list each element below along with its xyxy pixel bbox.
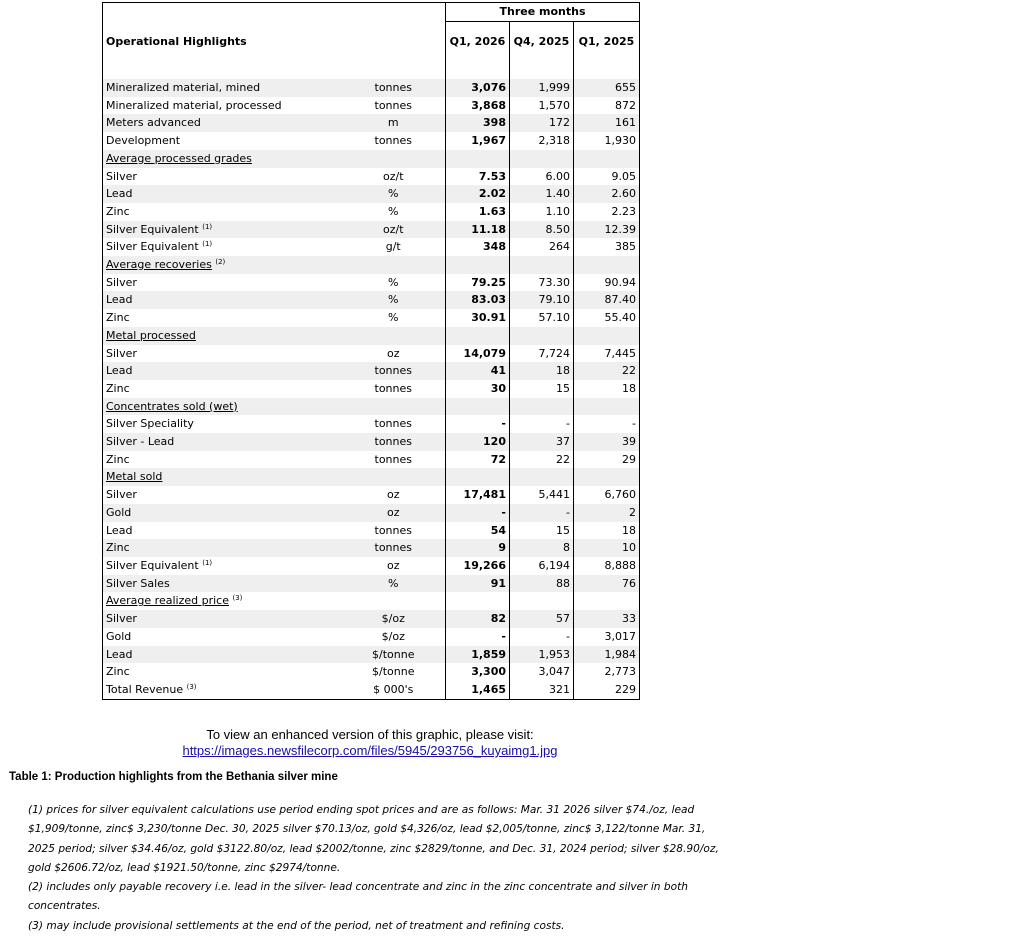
table-row bbox=[103, 221, 640, 239]
row-label: Lead bbox=[103, 646, 342, 664]
row-value: 1,984 bbox=[574, 646, 640, 664]
row-value bbox=[510, 150, 574, 168]
row-value: 2.02 bbox=[446, 185, 510, 203]
row-value: 7,724 bbox=[510, 345, 574, 363]
row-unit: $/oz bbox=[342, 610, 446, 628]
row-value: 1,967 bbox=[446, 132, 510, 150]
table-row bbox=[103, 256, 640, 274]
table-row bbox=[103, 150, 640, 168]
row-value: 9.05 bbox=[574, 168, 640, 186]
section-label: Metal processed bbox=[103, 327, 342, 345]
row-value: 1,859 bbox=[446, 646, 510, 664]
table-row bbox=[103, 486, 640, 504]
row-label: Silver bbox=[103, 345, 342, 363]
row-label: Silver bbox=[103, 486, 342, 504]
row-unit: tonnes bbox=[374, 523, 412, 537]
row-value: 17,481 bbox=[446, 486, 510, 504]
row-value: 6,760 bbox=[574, 486, 640, 504]
row-value: 30.91 bbox=[446, 309, 510, 327]
row-unit: tonnes bbox=[342, 79, 446, 97]
row-unit: oz bbox=[386, 346, 400, 360]
row-unit: $/oz bbox=[381, 629, 405, 643]
row-value bbox=[446, 398, 510, 416]
row-unit: tonnes bbox=[342, 433, 446, 451]
table-row bbox=[103, 79, 640, 97]
row-unit: g/t bbox=[385, 240, 401, 254]
table-row bbox=[103, 274, 640, 292]
row-label: Mineralized material, processed bbox=[103, 97, 342, 115]
row-value: 76 bbox=[574, 575, 640, 593]
row-unit: tonnes bbox=[374, 381, 412, 395]
row-unit: % bbox=[388, 204, 399, 218]
row-unit: oz bbox=[342, 504, 446, 522]
row-value bbox=[574, 256, 640, 274]
row-value: 54 bbox=[446, 522, 510, 540]
table-row bbox=[103, 504, 640, 522]
row-value bbox=[510, 592, 574, 610]
row-value: 10 bbox=[574, 539, 640, 557]
footnote-marker: (1) bbox=[202, 240, 213, 249]
section-label: Concentrates sold (wet) bbox=[103, 398, 342, 416]
table-row bbox=[103, 681, 640, 699]
footnote-1: (1) prices for silver equivalent calculations use period ending spot prices and are as follows: Mar. 31 2026 silver $74./oz, lead $1,909/tonne, zinc$ 3,230/tonne Dec. 30, 2025 silver $70.13/oz, gold $4,326/oz, lead $2,005/tonne, zinc$ 3,122/tonne Mar. 31, 2025 period; silver $34.46/oz, gold $3122.80/oz, lead $2002/tonne, zinc $2829/tonne, and Dec. 31, 2024 period; silver $28.90/oz, gold $2606.72/oz, lead $1921.50/tonne, zinc $2974/tonne. bbox=[28, 804, 719, 874]
column-header-row bbox=[103, 22, 640, 63]
row-value bbox=[574, 468, 640, 486]
row-value: 73.30 bbox=[510, 274, 574, 292]
table-row bbox=[103, 345, 640, 363]
row-value: - bbox=[510, 628, 574, 646]
row-value: 172 bbox=[510, 114, 574, 132]
row-label: Silver Speciality bbox=[103, 415, 342, 433]
row-value: 12.39 bbox=[574, 221, 640, 239]
row-label: Gold bbox=[103, 628, 342, 646]
row-unit bbox=[342, 327, 446, 345]
row-label: Zinc bbox=[103, 203, 342, 221]
table-row bbox=[103, 380, 640, 398]
enhanced-version-link[interactable]: https://images.newsfilecorp.com/files/5945/293756_kuyaimg1.jpg bbox=[182, 743, 558, 758]
row-value: 83.03 bbox=[446, 291, 510, 309]
table-row bbox=[103, 415, 640, 433]
row-label: Lead bbox=[103, 291, 342, 309]
row-unit: $/tonne bbox=[342, 646, 446, 664]
table-row bbox=[103, 646, 640, 664]
row-label: Silver Equivalent $^{(1)}$ bbox=[103, 557, 342, 575]
row-value bbox=[446, 592, 510, 610]
row-value: 1.40 bbox=[510, 185, 574, 203]
row-value: 348 bbox=[446, 238, 510, 256]
row-label: Silver - Lead bbox=[103, 433, 342, 451]
table-row bbox=[103, 238, 640, 256]
row-label: Meters advanced bbox=[103, 114, 342, 132]
row-value: 655 bbox=[574, 79, 640, 97]
row-label: Zinc bbox=[103, 663, 342, 681]
row-label: Silver Sales bbox=[103, 575, 342, 593]
row-value bbox=[510, 468, 574, 486]
row-value: 2,318 bbox=[510, 132, 574, 150]
row-value: 79.10 bbox=[510, 291, 574, 309]
table-row bbox=[103, 539, 640, 557]
table-row bbox=[103, 398, 640, 416]
header-spacer-row bbox=[103, 62, 640, 79]
row-unit bbox=[342, 468, 446, 486]
row-unit: % bbox=[342, 575, 446, 593]
row-value: 37 bbox=[510, 433, 574, 451]
row-value: 1,570 bbox=[510, 97, 574, 115]
section-label: Average realized price $^{(3)}$ bbox=[103, 592, 342, 610]
row-value: 5,441 bbox=[510, 486, 574, 504]
row-label: Silver Equivalent $^{(1)}$ bbox=[103, 221, 342, 239]
row-value: 79.25 bbox=[446, 274, 510, 292]
table-row bbox=[103, 468, 640, 486]
table-row bbox=[103, 610, 640, 628]
row-unit bbox=[342, 256, 446, 274]
row-value: 1.63 bbox=[446, 203, 510, 221]
row-value bbox=[446, 327, 510, 345]
row-value: 321 bbox=[510, 681, 574, 699]
row-value bbox=[510, 256, 574, 274]
row-value: 22 bbox=[574, 362, 640, 380]
table-row bbox=[103, 185, 640, 203]
row-value: 229 bbox=[574, 681, 640, 699]
table-row bbox=[103, 97, 640, 115]
row-value: 3,047 bbox=[510, 663, 574, 681]
row-unit: tonnes bbox=[342, 362, 446, 380]
row-value: 2.60 bbox=[574, 185, 640, 203]
enhanced-version-text: To view an enhanced version of this graphic, please visit: bbox=[206, 727, 534, 742]
row-value bbox=[446, 150, 510, 168]
table-row bbox=[103, 168, 640, 186]
row-value: - bbox=[574, 415, 640, 433]
row-value: 57.10 bbox=[510, 309, 574, 327]
table-row bbox=[103, 132, 640, 150]
row-label: Mineralized material, mined bbox=[103, 79, 342, 97]
row-value: 2.23 bbox=[574, 203, 640, 221]
table-row bbox=[103, 433, 640, 451]
row-value: 1,930 bbox=[574, 132, 640, 150]
row-unit: tonnes bbox=[374, 98, 412, 112]
table-row bbox=[103, 663, 640, 681]
row-value: 1,953 bbox=[510, 646, 574, 664]
row-value: 7.53 bbox=[446, 168, 510, 186]
row-value: 1.10 bbox=[510, 203, 574, 221]
row-label: Total Revenue $^{(3)}$ bbox=[103, 681, 342, 699]
row-value: 264 bbox=[510, 238, 574, 256]
row-unit bbox=[342, 398, 446, 416]
row-value: 14,079 bbox=[446, 345, 510, 363]
table-row bbox=[103, 628, 640, 646]
section-label: Average processed grades bbox=[103, 150, 342, 168]
row-unit: oz bbox=[386, 488, 400, 502]
row-unit: oz/t bbox=[342, 221, 446, 239]
row-value bbox=[510, 327, 574, 345]
row-unit: m bbox=[342, 114, 446, 132]
operational-highlights-table bbox=[102, 2, 640, 700]
row-value: 57 bbox=[510, 610, 574, 628]
row-unit: % bbox=[342, 291, 446, 309]
period-header: Three months bbox=[446, 3, 640, 22]
row-value: 82 bbox=[446, 610, 510, 628]
row-label: Zinc bbox=[103, 380, 342, 398]
row-unit: tonnes bbox=[342, 539, 446, 557]
footnote-marker: (3) bbox=[186, 682, 197, 691]
row-value: 15 bbox=[510, 522, 574, 540]
table-row bbox=[103, 309, 640, 327]
row-value: 18 bbox=[574, 380, 640, 398]
column-header-q1-2025: Q1, 2025 bbox=[574, 22, 640, 63]
footnote-2: (2) includes only payable recovery i.e. lead in the silver- lead concentrate and zinc in the zinc concentrate and silver in both concentrates. bbox=[28, 881, 688, 913]
row-value: 2 bbox=[574, 504, 640, 522]
section-label: Metal sold bbox=[103, 468, 342, 486]
row-value: 72 bbox=[446, 451, 510, 469]
row-label: Lead bbox=[103, 522, 342, 540]
row-label: Silver Equivalent $^{(1)}$ bbox=[103, 238, 342, 256]
row-value bbox=[510, 398, 574, 416]
row-label: Zinc bbox=[103, 309, 342, 327]
row-value bbox=[446, 468, 510, 486]
row-unit: % bbox=[388, 275, 399, 289]
row-value bbox=[574, 327, 640, 345]
footnote-marker: (2) bbox=[215, 258, 226, 267]
row-value: 8 bbox=[510, 539, 574, 557]
row-value: 398 bbox=[446, 114, 510, 132]
row-value: 29 bbox=[574, 451, 640, 469]
section-label: Average recoveries $^{(2)}$ bbox=[103, 256, 342, 274]
row-label: Zinc bbox=[103, 451, 342, 469]
row-value: 161 bbox=[574, 114, 640, 132]
table-row bbox=[103, 557, 640, 575]
row-value bbox=[446, 256, 510, 274]
row-unit bbox=[342, 150, 446, 168]
row-value: 11.18 bbox=[446, 221, 510, 239]
column-header-q4-2025: Q4, 2025 bbox=[510, 22, 574, 63]
row-value: 1,465 bbox=[446, 681, 510, 699]
table-row bbox=[103, 362, 640, 380]
table-caption: Table 1: Production highlights from the Bethania silver mine bbox=[9, 771, 338, 783]
row-value: 3,076 bbox=[446, 79, 510, 97]
row-unit: % bbox=[342, 185, 446, 203]
row-label: Development bbox=[103, 132, 342, 150]
row-value: 6,194 bbox=[510, 557, 574, 575]
row-value: 87.40 bbox=[574, 291, 640, 309]
period-header-row bbox=[103, 3, 640, 22]
row-value: 3,017 bbox=[574, 628, 640, 646]
footnotes bbox=[28, 801, 728, 936]
row-value: - bbox=[510, 415, 574, 433]
table-row bbox=[103, 592, 640, 610]
row-value: 8.50 bbox=[510, 221, 574, 239]
footnote-marker: (1) bbox=[202, 558, 213, 567]
row-label: Silver bbox=[103, 168, 342, 186]
row-value: 15 bbox=[510, 380, 574, 398]
row-value: 3,300 bbox=[446, 663, 510, 681]
footnote-marker: (1) bbox=[202, 222, 213, 231]
row-value: 90.94 bbox=[574, 274, 640, 292]
row-label: Silver bbox=[103, 274, 342, 292]
footnote-marker: (3) bbox=[232, 594, 243, 603]
footnote-3: (3) may include provisional settlements at the end of the period, net of treatment and refining costs. bbox=[28, 919, 565, 932]
column-header-q1-2026: Q1, 2026 bbox=[446, 22, 510, 63]
row-value: 18 bbox=[510, 362, 574, 380]
row-unit: $/tonne bbox=[372, 665, 415, 679]
row-unit: $ 000's bbox=[342, 681, 446, 699]
table-row bbox=[103, 327, 640, 345]
row-value: 41 bbox=[446, 362, 510, 380]
table-title: Operational Highlights bbox=[103, 22, 342, 63]
row-value: 3,868 bbox=[446, 97, 510, 115]
row-value bbox=[574, 398, 640, 416]
row-value: - bbox=[510, 504, 574, 522]
row-value bbox=[574, 150, 640, 168]
row-value: - bbox=[446, 415, 510, 433]
row-value: 872 bbox=[574, 97, 640, 115]
row-value: 55.40 bbox=[574, 309, 640, 327]
row-value: 18 bbox=[574, 522, 640, 540]
table-row bbox=[103, 203, 640, 221]
row-value: 385 bbox=[574, 238, 640, 256]
row-unit: oz/t bbox=[382, 169, 404, 183]
table-row bbox=[103, 451, 640, 469]
table-row bbox=[103, 291, 640, 309]
row-value: 88 bbox=[510, 575, 574, 593]
row-label: Silver bbox=[103, 610, 342, 628]
row-label: Zinc bbox=[103, 539, 342, 557]
row-value: 9 bbox=[446, 539, 510, 557]
row-value: 120 bbox=[446, 433, 510, 451]
row-label: Gold bbox=[103, 504, 342, 522]
table-row bbox=[103, 114, 640, 132]
row-unit: oz bbox=[386, 558, 400, 572]
row-value: 8,888 bbox=[574, 557, 640, 575]
row-value: - bbox=[446, 504, 510, 522]
row-value: 33 bbox=[574, 610, 640, 628]
row-value bbox=[574, 592, 640, 610]
row-value: 30 bbox=[446, 380, 510, 398]
row-value: 39 bbox=[574, 433, 640, 451]
table-row bbox=[103, 522, 640, 540]
row-unit: tonnes bbox=[374, 417, 412, 431]
row-value: 7,445 bbox=[574, 345, 640, 363]
row-value: - bbox=[446, 628, 510, 646]
row-unit bbox=[342, 592, 446, 610]
row-unit: % bbox=[388, 311, 399, 325]
row-value: 6.00 bbox=[510, 168, 574, 186]
row-value: 2,773 bbox=[574, 663, 640, 681]
row-value: 19,266 bbox=[446, 557, 510, 575]
row-label: Lead bbox=[103, 362, 342, 380]
row-unit: tonnes bbox=[374, 452, 412, 466]
row-value: 22 bbox=[510, 451, 574, 469]
row-label: Lead bbox=[103, 185, 342, 203]
row-value: 1,999 bbox=[510, 79, 574, 97]
row-value: 91 bbox=[446, 575, 510, 593]
row-unit: tonnes bbox=[374, 134, 412, 148]
table-row bbox=[103, 575, 640, 593]
